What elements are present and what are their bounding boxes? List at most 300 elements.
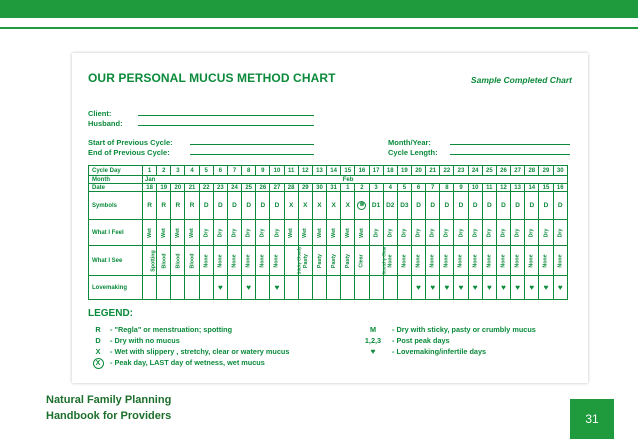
feel-cell: [227, 220, 241, 246]
feel-cell-text: Wet: [146, 227, 153, 238]
cycle-day-cell: 25: [482, 166, 496, 176]
feel-cell: [397, 220, 411, 246]
date-cell: 6: [411, 184, 425, 192]
see-cell: [411, 246, 425, 276]
cycle-day-cell: 19: [397, 166, 411, 176]
feel-cell: [482, 220, 496, 246]
cycle-day-cell: 9: [256, 166, 270, 176]
see-cell-text: None: [203, 253, 210, 268]
symbol-cell: R: [185, 192, 199, 220]
symbol-cell: X: [298, 192, 312, 220]
feel-cell-text: Dry: [429, 228, 436, 237]
date-cell: 15: [539, 184, 553, 192]
start-prev-label: Start of Previous Cycle:: [88, 138, 173, 147]
symbol-cell: X: [312, 192, 326, 220]
see-cell: [454, 246, 468, 276]
cycle-day-cell: 15: [341, 166, 355, 176]
peak-day-icon: ⊗: [359, 202, 365, 208]
cycle-day-cell: 23: [454, 166, 468, 176]
cycle-day-cell: 2: [157, 166, 171, 176]
legend-title: LEGEND:: [88, 308, 133, 319]
legend-key: R: [95, 325, 101, 334]
symbol-cell: D: [496, 192, 510, 220]
feel-cell: [143, 220, 157, 246]
symbol-cell: D: [270, 192, 284, 220]
cycle-day-cell: 7: [227, 166, 241, 176]
feel-cell-text: Dry: [401, 228, 408, 237]
legend-item-m: [356, 325, 536, 334]
feel-cell: [298, 220, 312, 246]
lovemaking-cell: [227, 276, 241, 300]
symbol-cell: D: [440, 192, 454, 220]
see-cell: [468, 246, 482, 276]
feel-cell: [383, 220, 397, 246]
legend-key: M: [369, 325, 377, 334]
cycle-day-cell: 22: [440, 166, 454, 176]
chart-subtitle: Sample Completed Chart: [470, 75, 572, 85]
footer-title-line1: Natural Family Planning: [46, 394, 172, 406]
lovemaking-cell: [440, 276, 454, 300]
see-cell: [355, 246, 369, 276]
legend-text: - Post peak days: [392, 336, 450, 345]
see-cell-text: None: [415, 253, 422, 268]
month-feb: Feb: [341, 176, 568, 184]
see-cell: [227, 246, 241, 276]
husband-line: [138, 125, 314, 126]
legend-item-lovemaking: [356, 347, 486, 356]
legend-key: D: [95, 336, 101, 345]
see-cell-text: None: [259, 253, 266, 268]
see-cell-text: None: [543, 253, 549, 268]
feel-cell-text: Dry: [514, 228, 521, 237]
lovemaking-cell: [341, 276, 355, 300]
feel-cell-text: Wet: [288, 227, 295, 238]
see-cell-text: Pasty: [331, 253, 338, 268]
heart-icon: ♥: [217, 283, 223, 292]
feel-cell: [426, 220, 440, 246]
lovemaking-cell: [411, 276, 425, 300]
lovemaking-cell: [454, 276, 468, 300]
date-cell: 27: [270, 184, 284, 192]
date-cell: 30: [312, 184, 326, 192]
legend-key: X: [95, 347, 101, 356]
see-cell-text: None: [217, 253, 224, 268]
top-banner: [0, 0, 638, 18]
lovemaking-cell: [242, 276, 256, 300]
month-header: Month: [89, 176, 143, 184]
symbol-cell: D: [553, 192, 567, 220]
feel-cell-text: Wet: [330, 227, 337, 238]
feel-cell: [327, 220, 341, 246]
symbols-row: [89, 192, 568, 220]
see-cell-text: Sticky Cloudy: [295, 246, 301, 274]
date-cell: 18: [143, 184, 157, 192]
cycle-day-cell: 11: [284, 166, 298, 176]
see-cell-text: None: [486, 253, 493, 268]
date-cell: 5: [397, 184, 411, 192]
lovemaking-cell: [284, 276, 298, 300]
cycle-day-cell: 26: [496, 166, 510, 176]
cycle-day-cell: 4: [185, 166, 199, 176]
see-cell: [157, 246, 171, 276]
feel-cell: [157, 220, 171, 246]
month-year-label: Month/Year:: [388, 138, 431, 147]
heart-icon: ♥: [486, 283, 492, 292]
feel-cell: [511, 220, 525, 246]
lovemaking-cell: [482, 276, 496, 300]
symbol-cell: D: [256, 192, 270, 220]
what-i-see-header: What I See: [89, 246, 143, 276]
feel-cell-text: Dry: [486, 228, 493, 237]
what-i-feel-row: [89, 220, 568, 246]
see-cell: [525, 246, 539, 276]
symbol-cell: D: [213, 192, 227, 220]
date-cell: 7: [426, 184, 440, 192]
feel-cell-text: Dry: [458, 228, 465, 237]
symbol-cell: D2: [383, 192, 397, 220]
see-cell-text: None: [245, 253, 252, 268]
feel-cell: [539, 220, 553, 246]
date-cell: 22: [199, 184, 213, 192]
see-cell-text: None: [274, 253, 281, 268]
date-cell: 31: [327, 184, 341, 192]
cycle-day-cell: 3: [171, 166, 185, 176]
feel-cell-text: Dry: [472, 228, 479, 237]
see-cell: [440, 246, 454, 276]
symbol-cell: D: [227, 192, 241, 220]
cycle-day-cell: 8: [242, 166, 256, 176]
see-cell-text: Pasty: [345, 253, 352, 268]
feel-cell: [213, 220, 227, 246]
date-header: Date: [89, 184, 143, 192]
lovemaking-cell: [213, 276, 227, 300]
lovemaking-cell: [171, 276, 185, 300]
symbol-cell: D: [468, 192, 482, 220]
feel-cell: [256, 220, 270, 246]
month-row: [89, 176, 568, 184]
end-prev-line: [190, 154, 314, 155]
lovemaking-cell: [199, 276, 213, 300]
lovemaking-cell: [383, 276, 397, 300]
lovemaking-cell: [369, 276, 383, 300]
lovemaking-cell: [496, 276, 510, 300]
feel-cell-text: Dry: [273, 228, 280, 237]
see-cell-text: None: [387, 253, 394, 268]
feel-cell: [553, 220, 567, 246]
see-cell-text: None: [500, 253, 507, 268]
what-i-feel-header: What I Feel: [89, 220, 143, 246]
cycle-day-cell: 29: [539, 166, 553, 176]
legend-text: - "Regla" or menstruation; spotting: [110, 325, 233, 334]
see-cell: [496, 246, 510, 276]
cycle-day-cell: 30: [553, 166, 567, 176]
month-jan: Jan: [143, 176, 341, 184]
legend-text: - Wet with slippery , stretchy, clear or watery mucus: [110, 347, 290, 356]
feel-cell: [440, 220, 454, 246]
feel-cell: [284, 220, 298, 246]
date-cell: 21: [185, 184, 199, 192]
see-cell: [185, 246, 199, 276]
cycle-day-cell: 12: [298, 166, 312, 176]
feel-cell-text: Dry: [245, 228, 252, 237]
lovemaking-cell: [511, 276, 525, 300]
chart-title: OUR PERSONAL MUCUS METHOD CHART: [88, 71, 336, 85]
see-cell: [482, 246, 496, 276]
legend-item-post-peak: [356, 336, 450, 345]
feel-cell: [242, 220, 256, 246]
feel-cell-text: Dry: [259, 228, 266, 237]
date-cell: 13: [511, 184, 525, 192]
see-cell-text: Pasty: [302, 253, 309, 268]
lovemaking-cell: [525, 276, 539, 300]
symbol-cell: D: [426, 192, 440, 220]
date-cell: 12: [496, 184, 510, 192]
feel-cell-text: Dry: [528, 228, 535, 237]
see-cell: [143, 246, 157, 276]
date-cell: 9: [454, 184, 468, 192]
date-cell: 23: [213, 184, 227, 192]
legend-text: - Dry with no mucus: [110, 336, 180, 345]
date-cell: 24: [227, 184, 241, 192]
date-cell: 11: [482, 184, 496, 192]
lovemaking-cell: [355, 276, 369, 300]
cycle-day-cell: 21: [426, 166, 440, 176]
date-cell: 1: [341, 184, 355, 192]
symbol-cell: D: [411, 192, 425, 220]
symbol-cell: [355, 192, 369, 220]
see-cell: [284, 246, 301, 276]
feel-cell-text: Wet: [160, 227, 167, 238]
heart-icon: ♥: [274, 283, 280, 292]
see-cell-text: None: [429, 253, 436, 268]
see-cell-text: Blood: [175, 252, 182, 269]
date-cell: 20: [171, 184, 185, 192]
see-cell: [242, 246, 256, 276]
see-cell-text: None: [443, 253, 450, 268]
symbols-header: Symbols: [89, 192, 143, 220]
top-rule: [0, 27, 638, 29]
see-cell-text: None: [514, 253, 521, 268]
lovemaking-cell: [327, 276, 341, 300]
cycle-day-cell: 20: [411, 166, 425, 176]
month-year-line: [450, 144, 570, 145]
see-cell-text: Blood: [189, 252, 196, 269]
feel-cell: [468, 220, 482, 246]
symbol-cell: D: [199, 192, 213, 220]
legend-item-x: [88, 347, 289, 356]
lovemaking-cell: [426, 276, 440, 300]
lovemaking-cell: [397, 276, 411, 300]
legend-key: 1,2,3: [364, 336, 382, 345]
symbol-cell: D3: [397, 192, 411, 220]
cycle-day-cell: 24: [468, 166, 482, 176]
feel-cell-text: Wet: [302, 227, 309, 238]
see-cell-text: Pasty: [316, 253, 323, 268]
cycle-day-row: [89, 166, 568, 176]
feel-cell-text: Wet: [344, 227, 351, 238]
legend-item-peak: [88, 358, 265, 369]
see-cell: [539, 246, 553, 276]
start-prev-line: [190, 144, 314, 145]
see-cell: [369, 245, 387, 276]
symbol-cell: X: [327, 192, 341, 220]
cycle-day-header: Cycle Day: [89, 166, 143, 176]
cycle-day-cell: 28: [525, 166, 539, 176]
see-cell-text: None: [528, 253, 535, 268]
feel-cell-text: Dry: [387, 228, 394, 237]
heart-icon: ♥: [444, 283, 450, 292]
date-cell: 14: [525, 184, 539, 192]
heart-icon: ♥: [246, 283, 252, 292]
see-cell: [256, 246, 270, 276]
cycle-day-cell: 18: [383, 166, 397, 176]
feel-cell-text: Dry: [231, 228, 238, 237]
feel-cell: [454, 220, 468, 246]
date-cell: 2: [355, 184, 369, 192]
feel-cell-text: Wet: [316, 227, 323, 238]
what-i-see-row: [89, 246, 568, 276]
symbol-cell: X: [284, 192, 298, 220]
see-cell: [397, 246, 411, 276]
cycle-day-cell: 13: [312, 166, 326, 176]
lovemaking-cell: [143, 276, 157, 300]
see-cell: [171, 246, 185, 276]
symbol-cell: D: [482, 192, 496, 220]
feel-cell: [270, 220, 284, 246]
heart-icon: ♥: [501, 283, 506, 292]
see-cell-text: None: [401, 253, 408, 268]
feel-cell-text: Wet: [174, 227, 181, 238]
symbol-cell: D: [539, 192, 553, 220]
see-cell-text: None: [557, 253, 564, 268]
see-cell-text: None: [231, 253, 238, 268]
feel-cell-text: Dry: [500, 228, 507, 237]
feel-cell: [355, 220, 369, 246]
see-cell: [426, 246, 440, 276]
cycle-day-cell: 6: [213, 166, 227, 176]
see-cell-text: Blood: [161, 252, 168, 269]
heart-icon: ♥: [472, 283, 478, 292]
symbol-cell: X: [341, 192, 355, 220]
lovemaking-cell: [298, 276, 312, 300]
see-cell: [213, 246, 227, 276]
legend-item-d: [88, 336, 180, 345]
heart-icon: ♥: [515, 283, 521, 292]
legend-text: - Lovemaking/infertile days: [392, 347, 487, 356]
feel-cell-text: Dry: [373, 228, 380, 237]
lovemaking-row: [89, 276, 568, 300]
date-cell: 3: [369, 184, 383, 192]
date-cell: 29: [298, 184, 312, 192]
see-cell: [199, 246, 213, 276]
see-cell: [341, 246, 355, 276]
date-cell: 10: [468, 184, 482, 192]
symbol-cell: D: [454, 192, 468, 220]
cycle-chart-table: [88, 165, 568, 300]
symbol-cell: R: [143, 192, 157, 220]
symbol-cell: D: [525, 192, 539, 220]
feel-cell-text: Wet: [358, 227, 365, 238]
see-cell-text: Clear: [358, 253, 365, 268]
chart-sheet: [72, 53, 588, 383]
date-cell: 28: [284, 184, 298, 192]
feel-cell: [369, 220, 383, 246]
date-row: [89, 184, 568, 192]
lovemaking-header: Lovemaking: [89, 276, 143, 300]
feel-cell-text: Dry: [542, 228, 549, 237]
end-prev-label: End of Previous Cycle:: [88, 148, 170, 157]
see-cell: [553, 246, 567, 276]
feel-cell: [199, 220, 213, 246]
lovemaking-cell: [468, 276, 482, 300]
husband-label: Husband:: [88, 119, 123, 128]
heart-icon: ♥: [370, 347, 376, 356]
see-cell-text: Spotting: [150, 249, 157, 272]
cycle-day-cell: 1: [143, 166, 157, 176]
client-line: [138, 115, 314, 116]
see-cell: [511, 246, 525, 276]
feel-cell-text: Dry: [415, 228, 422, 237]
feel-cell: [411, 220, 425, 246]
cycle-day-cell: 10: [270, 166, 284, 176]
feel-cell: [341, 220, 355, 246]
see-cell-text: None: [472, 253, 479, 268]
symbol-cell: D: [242, 192, 256, 220]
symbol-cell: D: [511, 192, 525, 220]
legend-text: - Peak day, LAST day of wetness, wet mucus: [110, 358, 265, 367]
feel-cell: [185, 220, 199, 246]
date-cell: 25: [242, 184, 256, 192]
lovemaking-cell: [539, 276, 553, 300]
feel-cell: [171, 220, 185, 246]
date-cell: 16: [553, 184, 567, 192]
lovemaking-cell: [185, 276, 199, 300]
lovemaking-cell: [553, 276, 567, 300]
footer-title-line2: Handbook for Providers: [46, 410, 172, 422]
symbol-cell: D1: [369, 192, 383, 220]
heart-icon: ♥: [557, 283, 563, 292]
date-cell: 4: [383, 184, 397, 192]
heart-icon: ♥: [529, 283, 535, 292]
circled-x-icon: X: [93, 358, 104, 369]
heart-icon: ♥: [430, 283, 436, 292]
lovemaking-cell: [312, 276, 326, 300]
date-cell: 19: [157, 184, 171, 192]
see-cell-text: None: [458, 253, 465, 268]
cycle-day-cell: 5: [199, 166, 213, 176]
cycle-length-label: Cycle Length:: [388, 148, 438, 157]
cycle-day-cell: 27: [511, 166, 525, 176]
lovemaking-cell: [256, 276, 270, 300]
heart-icon: ♥: [458, 283, 464, 292]
lovemaking-cell: [270, 276, 284, 300]
cycle-day-cell: 17: [369, 166, 383, 176]
see-cell: [312, 246, 326, 276]
client-label: Client:: [88, 109, 112, 118]
feel-cell: [496, 220, 510, 246]
legend-text: - Dry with sticky, pasty or crumbly mucus: [392, 325, 536, 334]
see-cell: [270, 246, 284, 276]
cycle-day-cell: 14: [327, 166, 341, 176]
see-cell: [327, 246, 341, 276]
feel-cell-text: Dry: [217, 228, 224, 237]
feel-cell: [525, 220, 539, 246]
feel-cell: [312, 220, 326, 246]
feel-cell-text: Dry: [443, 228, 450, 237]
date-cell: 8: [440, 184, 454, 192]
legend-item-r: [88, 325, 232, 334]
see-cell-text: Stretchy Clear: [381, 245, 387, 275]
